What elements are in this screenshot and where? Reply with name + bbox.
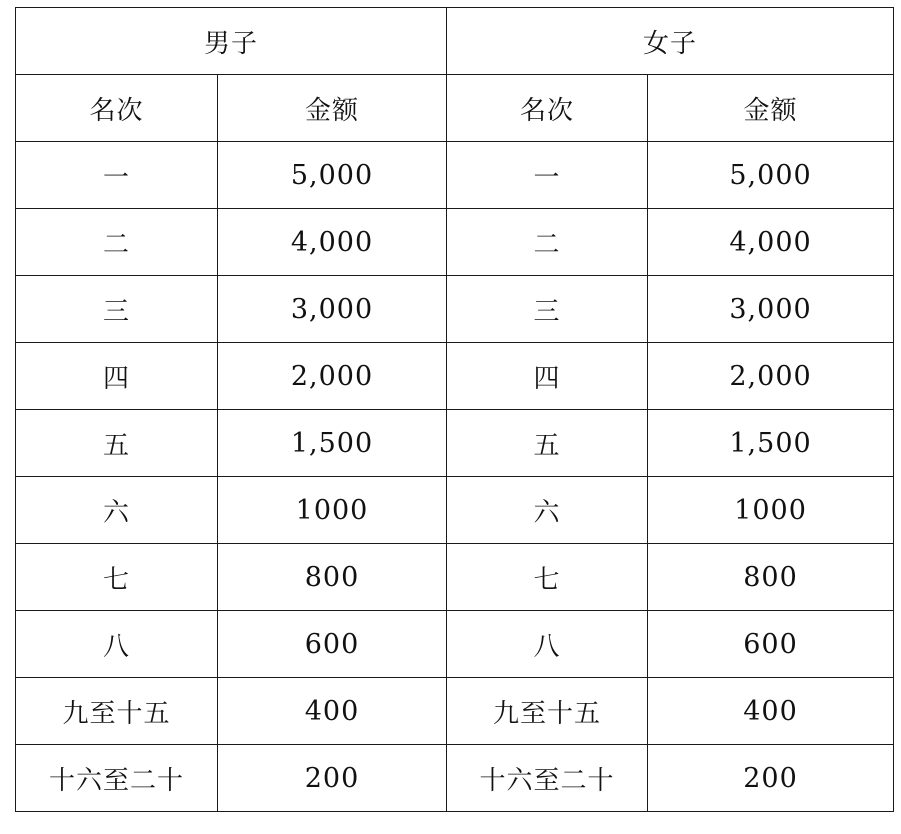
table-row xyxy=(16,745,894,812)
table-row xyxy=(16,611,894,678)
women-amount-cell: 3,000 xyxy=(648,276,894,343)
men-group-header: 男子 xyxy=(16,8,447,75)
table-row xyxy=(16,343,894,410)
men-amount-header: 金额 xyxy=(218,75,447,142)
women-group-header: 女子 xyxy=(447,8,894,75)
men-rank-cell: 四 xyxy=(16,343,218,410)
men-amount-cell: 200 xyxy=(218,745,447,812)
women-amount-cell: 600 xyxy=(648,611,894,678)
group-header-row xyxy=(16,8,894,75)
men-rank-cell: 八 xyxy=(16,611,218,678)
women-amount-cell: 200 xyxy=(648,745,894,812)
women-rank-cell: 四 xyxy=(447,343,648,410)
men-amount-cell: 800 xyxy=(218,544,447,611)
women-amount-cell: 400 xyxy=(648,678,894,745)
men-rank-cell: 五 xyxy=(16,410,218,477)
men-amount-cell: 4,000 xyxy=(218,209,447,276)
women-rank-header: 名次 xyxy=(447,75,648,142)
women-rank-cell: 九至十五 xyxy=(447,678,648,745)
women-amount-header: 金额 xyxy=(648,75,894,142)
men-rank-cell: 六 xyxy=(16,477,218,544)
women-rank-cell: 五 xyxy=(447,410,648,477)
women-rank-cell: 二 xyxy=(447,209,648,276)
women-rank-cell: 十六至二十 xyxy=(447,745,648,812)
table-row xyxy=(16,276,894,343)
women-amount-cell: 800 xyxy=(648,544,894,611)
men-rank-cell: 三 xyxy=(16,276,218,343)
men-rank-header: 名次 xyxy=(16,75,218,142)
women-amount-cell: 2,000 xyxy=(648,343,894,410)
table-row xyxy=(16,678,894,745)
women-amount-cell: 4,000 xyxy=(648,209,894,276)
men-rank-cell: 七 xyxy=(16,544,218,611)
women-rank-cell: 一 xyxy=(447,142,648,209)
men-rank-cell: 十六至二十 xyxy=(16,745,218,812)
women-amount-cell: 5,000 xyxy=(648,142,894,209)
men-rank-cell: 二 xyxy=(16,209,218,276)
women-rank-cell: 八 xyxy=(447,611,648,678)
women-amount-cell: 1000 xyxy=(648,477,894,544)
men-rank-cell: 九至十五 xyxy=(16,678,218,745)
men-amount-cell: 5,000 xyxy=(218,142,447,209)
women-rank-cell: 七 xyxy=(447,544,648,611)
table-row xyxy=(16,544,894,611)
men-amount-cell: 400 xyxy=(218,678,447,745)
table-row xyxy=(16,410,894,477)
women-amount-cell: 1,500 xyxy=(648,410,894,477)
men-amount-cell: 3,000 xyxy=(218,276,447,343)
women-rank-cell: 三 xyxy=(447,276,648,343)
table-row xyxy=(16,477,894,544)
men-amount-cell: 1000 xyxy=(218,477,447,544)
men-rank-cell: 一 xyxy=(16,142,218,209)
men-amount-cell: 2,000 xyxy=(218,343,447,410)
men-amount-cell: 1,500 xyxy=(218,410,447,477)
table-row xyxy=(16,209,894,276)
table-row xyxy=(16,142,894,209)
men-amount-cell: 600 xyxy=(218,611,447,678)
women-rank-cell: 六 xyxy=(447,477,648,544)
prize-table xyxy=(15,7,894,812)
column-header-row xyxy=(16,75,894,142)
